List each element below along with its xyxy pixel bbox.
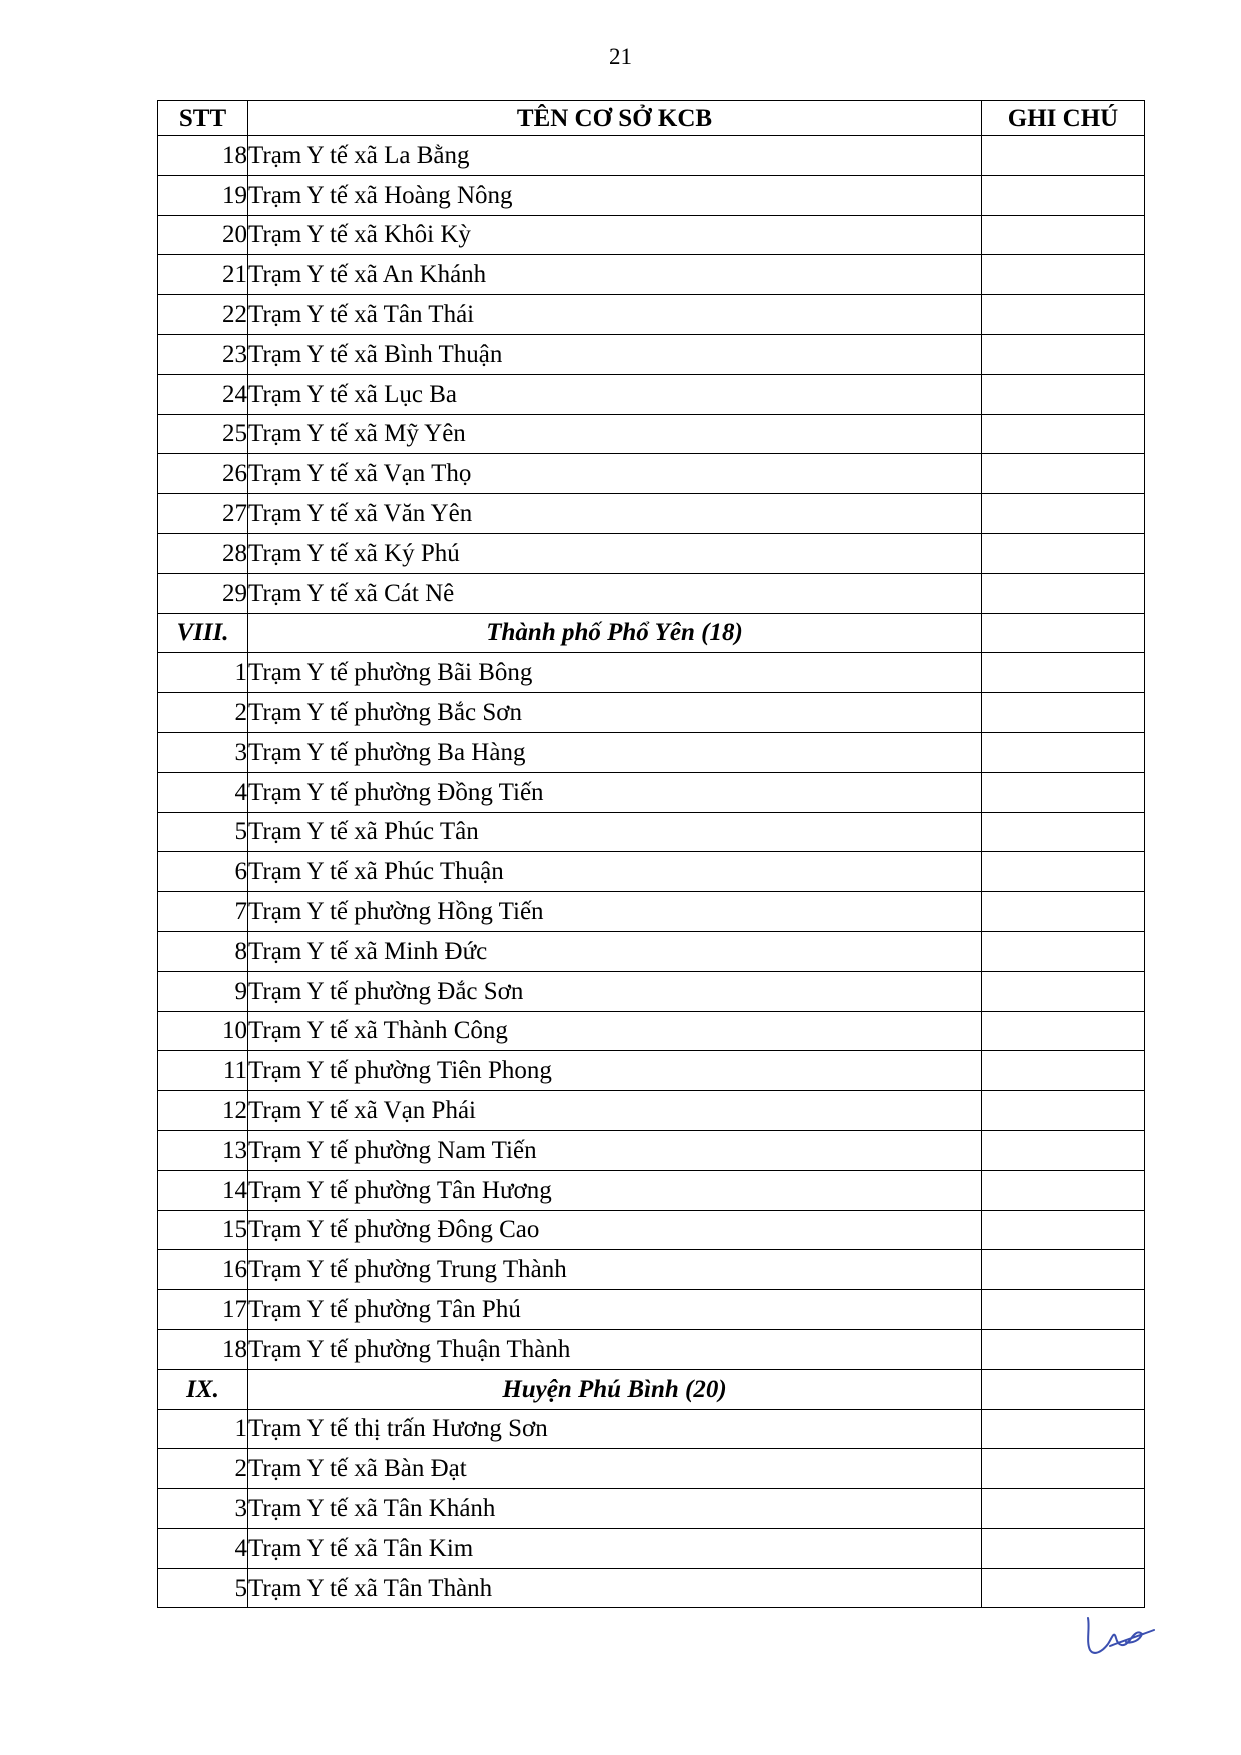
cell-name: Trạm Y tế xã An Khánh bbox=[248, 255, 982, 295]
cell-name: Trạm Y tế phường Đắc Sơn bbox=[248, 971, 982, 1011]
table-row bbox=[158, 1170, 1145, 1210]
table-row bbox=[158, 414, 1145, 454]
cell-note bbox=[982, 1170, 1145, 1210]
cell-note bbox=[982, 613, 1145, 653]
table-row bbox=[158, 892, 1145, 932]
section-row bbox=[158, 1369, 1145, 1409]
table-row bbox=[158, 1568, 1145, 1608]
cell-note bbox=[982, 533, 1145, 573]
cell-stt: 12 bbox=[158, 1091, 248, 1131]
cell-note bbox=[982, 1568, 1145, 1608]
cell-note bbox=[982, 931, 1145, 971]
cell-stt: 2 bbox=[158, 1449, 248, 1489]
cell-stt: 22 bbox=[158, 295, 248, 335]
cell-note bbox=[982, 215, 1145, 255]
cell-name: Trạm Y tế xã Minh Đức bbox=[248, 931, 982, 971]
cell-name: Trạm Y tế xã La Bằng bbox=[248, 136, 982, 176]
cell-note bbox=[982, 1329, 1145, 1369]
cell-name: Trạm Y tế thị trấn Hương Sơn bbox=[248, 1409, 982, 1449]
cell-note bbox=[982, 1409, 1145, 1449]
cell-stt: 10 bbox=[158, 1011, 248, 1051]
table-row bbox=[158, 1290, 1145, 1330]
cell-name: Trạm Y tế phường Tân Phú bbox=[248, 1290, 982, 1330]
cell-note bbox=[982, 1528, 1145, 1568]
header-note: GHI CHÚ bbox=[982, 101, 1145, 136]
cell-stt: 26 bbox=[158, 454, 248, 494]
cell-name: Trạm Y tế xã Hoàng Nông bbox=[248, 175, 982, 215]
table-row bbox=[158, 255, 1145, 295]
cell-note bbox=[982, 892, 1145, 932]
table-row bbox=[158, 1130, 1145, 1170]
cell-note bbox=[982, 136, 1145, 176]
cell-stt: 4 bbox=[158, 772, 248, 812]
cell-name: Trạm Y tế phường Bãi Bông bbox=[248, 653, 982, 693]
table-row bbox=[158, 693, 1145, 733]
cell-name: Thành phố Phổ Yên (18) bbox=[248, 613, 982, 653]
cell-name: Trạm Y tế phường Hồng Tiến bbox=[248, 892, 982, 932]
cell-note bbox=[982, 1130, 1145, 1170]
table-row bbox=[158, 136, 1145, 176]
table-row bbox=[158, 1091, 1145, 1131]
cell-stt: 5 bbox=[158, 1568, 248, 1608]
cell-name: Trạm Y tế phường Bắc Sơn bbox=[248, 693, 982, 733]
cell-name: Trạm Y tế phường Đông Cao bbox=[248, 1210, 982, 1250]
cell-name: Trạm Y tế phường Tân Hương bbox=[248, 1170, 982, 1210]
cell-stt: 23 bbox=[158, 334, 248, 374]
table-row bbox=[158, 533, 1145, 573]
table-row bbox=[158, 971, 1145, 1011]
cell-stt: 3 bbox=[158, 1489, 248, 1529]
table-row bbox=[158, 494, 1145, 534]
cell-stt: 18 bbox=[158, 136, 248, 176]
cell-stt: 8 bbox=[158, 931, 248, 971]
cell-note bbox=[982, 1449, 1145, 1489]
table-row bbox=[158, 1051, 1145, 1091]
table-row bbox=[158, 1210, 1145, 1250]
cell-note bbox=[982, 693, 1145, 733]
table-row bbox=[158, 1489, 1145, 1529]
cell-name: Trạm Y tế xã Lục Ba bbox=[248, 374, 982, 414]
table-row bbox=[158, 852, 1145, 892]
cell-note bbox=[982, 1290, 1145, 1330]
table-row bbox=[158, 931, 1145, 971]
section-row bbox=[158, 613, 1145, 653]
cell-stt: 28 bbox=[158, 533, 248, 573]
cell-note bbox=[982, 1051, 1145, 1091]
header-stt: STT bbox=[158, 101, 248, 136]
cell-stt: 9 bbox=[158, 971, 248, 1011]
cell-stt: 29 bbox=[158, 573, 248, 613]
cell-name: Trạm Y tế xã Tân Kim bbox=[248, 1528, 982, 1568]
cell-name: Trạm Y tế xã Tân Khánh bbox=[248, 1489, 982, 1529]
cell-note bbox=[982, 772, 1145, 812]
cell-stt: 5 bbox=[158, 812, 248, 852]
table-row bbox=[158, 1250, 1145, 1290]
cell-name: Trạm Y tế xã Phúc Tân bbox=[248, 812, 982, 852]
cell-note bbox=[982, 494, 1145, 534]
cell-name: Trạm Y tế xã Ký Phú bbox=[248, 533, 982, 573]
cell-note bbox=[982, 374, 1145, 414]
cell-note bbox=[982, 295, 1145, 335]
cell-note bbox=[982, 971, 1145, 1011]
cell-name: Trạm Y tế phường Nam Tiến bbox=[248, 1130, 982, 1170]
cell-note bbox=[982, 653, 1145, 693]
table-row bbox=[158, 175, 1145, 215]
table-row bbox=[158, 812, 1145, 852]
cell-stt: 16 bbox=[158, 1250, 248, 1290]
cell-note bbox=[982, 732, 1145, 772]
cell-stt: 18 bbox=[158, 1329, 248, 1369]
table-row bbox=[158, 454, 1145, 494]
cell-name: Trạm Y tế phường Thuận Thành bbox=[248, 1329, 982, 1369]
cell-stt: 1 bbox=[158, 1409, 248, 1449]
cell-stt: 19 bbox=[158, 175, 248, 215]
cell-note bbox=[982, 573, 1145, 613]
cell-name: Trạm Y tế phường Đồng Tiến bbox=[248, 772, 982, 812]
cell-stt: 6 bbox=[158, 852, 248, 892]
cell-name: Trạm Y tế xã Văn Yên bbox=[248, 494, 982, 534]
cell-name: Trạm Y tế xã Vạn Thọ bbox=[248, 454, 982, 494]
cell-stt: 1 bbox=[158, 653, 248, 693]
cell-stt: 4 bbox=[158, 1528, 248, 1568]
cell-note bbox=[982, 454, 1145, 494]
cell-name: Trạm Y tế xã Cát Nê bbox=[248, 573, 982, 613]
table-row bbox=[158, 772, 1145, 812]
cell-note bbox=[982, 1210, 1145, 1250]
cell-stt: 13 bbox=[158, 1130, 248, 1170]
cell-stt: 11 bbox=[158, 1051, 248, 1091]
cell-name: Huyện Phú Bình (20) bbox=[248, 1369, 982, 1409]
cell-name: Trạm Y tế phường Tiên Phong bbox=[248, 1051, 982, 1091]
table-row bbox=[158, 1449, 1145, 1489]
table-header-row bbox=[158, 101, 1145, 136]
cell-note bbox=[982, 414, 1145, 454]
cell-note bbox=[982, 1250, 1145, 1290]
table-row bbox=[158, 295, 1145, 335]
cell-stt: 25 bbox=[158, 414, 248, 454]
cell-stt: 14 bbox=[158, 1170, 248, 1210]
cell-name: Trạm Y tế xã Tân Thái bbox=[248, 295, 982, 335]
table-row bbox=[158, 1011, 1145, 1051]
cell-note bbox=[982, 175, 1145, 215]
cell-name: Trạm Y tế xã Khôi Kỳ bbox=[248, 215, 982, 255]
cell-name: Trạm Y tế xã Tân Thành bbox=[248, 1568, 982, 1608]
cell-stt: IX. bbox=[158, 1369, 248, 1409]
cell-note bbox=[982, 255, 1145, 295]
cell-stt: 17 bbox=[158, 1290, 248, 1330]
table-row bbox=[158, 1329, 1145, 1369]
table-row bbox=[158, 732, 1145, 772]
cell-note bbox=[982, 1011, 1145, 1051]
table-row bbox=[158, 334, 1145, 374]
table-row bbox=[158, 215, 1145, 255]
cell-stt: 24 bbox=[158, 374, 248, 414]
cell-name: Trạm Y tế xã Thành Công bbox=[248, 1011, 982, 1051]
table-row bbox=[158, 573, 1145, 613]
signature-mark bbox=[1080, 1608, 1158, 1660]
table-row bbox=[158, 653, 1145, 693]
cell-stt: 7 bbox=[158, 892, 248, 932]
cell-stt: 21 bbox=[158, 255, 248, 295]
cell-name: Trạm Y tế xã Phúc Thuận bbox=[248, 852, 982, 892]
cell-stt: 15 bbox=[158, 1210, 248, 1250]
header-name: TÊN CƠ SỞ KCB bbox=[248, 101, 982, 136]
cell-note bbox=[982, 1091, 1145, 1131]
cell-name: Trạm Y tế xã Bình Thuận bbox=[248, 334, 982, 374]
table-body bbox=[158, 136, 1145, 1608]
cell-stt: 27 bbox=[158, 494, 248, 534]
cell-stt: 20 bbox=[158, 215, 248, 255]
cell-name: Trạm Y tế phường Ba Hàng bbox=[248, 732, 982, 772]
cell-name: Trạm Y tế phường Trung Thành bbox=[248, 1250, 982, 1290]
facility-table bbox=[157, 100, 1145, 1608]
cell-note bbox=[982, 1489, 1145, 1529]
cell-name: Trạm Y tế xã Vạn Phái bbox=[248, 1091, 982, 1131]
cell-name: Trạm Y tế xã Mỹ Yên bbox=[248, 414, 982, 454]
table-row bbox=[158, 1528, 1145, 1568]
cell-name: Trạm Y tế xã Bàn Đạt bbox=[248, 1449, 982, 1489]
cell-note bbox=[982, 334, 1145, 374]
cell-stt: 3 bbox=[158, 732, 248, 772]
cell-note bbox=[982, 812, 1145, 852]
table-row bbox=[158, 1409, 1145, 1449]
page-number: 21 bbox=[609, 44, 632, 69]
cell-note bbox=[982, 852, 1145, 892]
cell-stt: 2 bbox=[158, 693, 248, 733]
cell-stt: VIII. bbox=[158, 613, 248, 653]
table-row bbox=[158, 374, 1145, 414]
cell-note bbox=[982, 1369, 1145, 1409]
